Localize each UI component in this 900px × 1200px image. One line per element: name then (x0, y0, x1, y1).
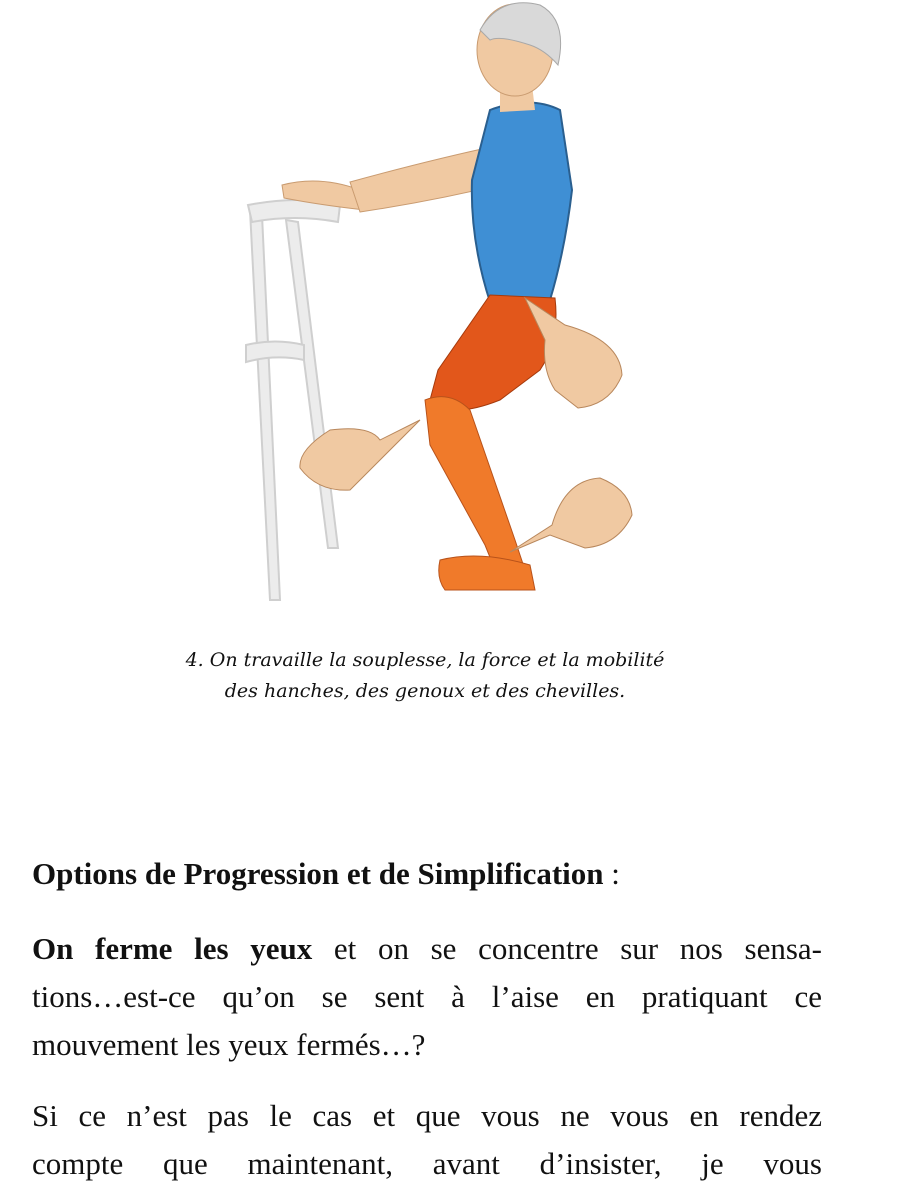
caption-line-1: 4. On travaille la souplesse, la force et la mobilité (185, 649, 665, 671)
paragraph-1-line-2: tions…est-ce qu’on se sent à l’aise en pratiquant ce (32, 979, 822, 1014)
walker-frame (246, 200, 340, 600)
paragraph-1-line-3: mouvement les yeux fermés…? (32, 1027, 426, 1062)
section-heading-suffix: : (603, 856, 620, 891)
exercise-illustration (200, 0, 680, 620)
paragraph-1-line-1-rest: et on se concentre sur nos sensa- (312, 931, 823, 966)
section-heading-text: Options de Progression et de Simplification (32, 856, 604, 891)
paragraph-2 (32, 1092, 822, 1188)
paragraph-1-line-1 (32, 925, 822, 973)
shirt (472, 103, 572, 303)
section-heading (32, 852, 868, 896)
paragraph-1 (32, 925, 822, 1069)
pointing-hand-ankle (510, 478, 632, 552)
figure-caption (100, 645, 750, 707)
paragraph-2-line-2: compte que maintenant, avant d’insister, je vous (32, 1146, 822, 1181)
caption-line-2: des hanches, des genoux et des chevilles. (224, 680, 626, 702)
paragraph-2-line-1: Si ce n’est pas le cas et que vous ne vous en rendez (32, 1098, 822, 1133)
legs (425, 397, 525, 582)
paragraph-1-bold: On ferme les yeux (32, 931, 313, 966)
